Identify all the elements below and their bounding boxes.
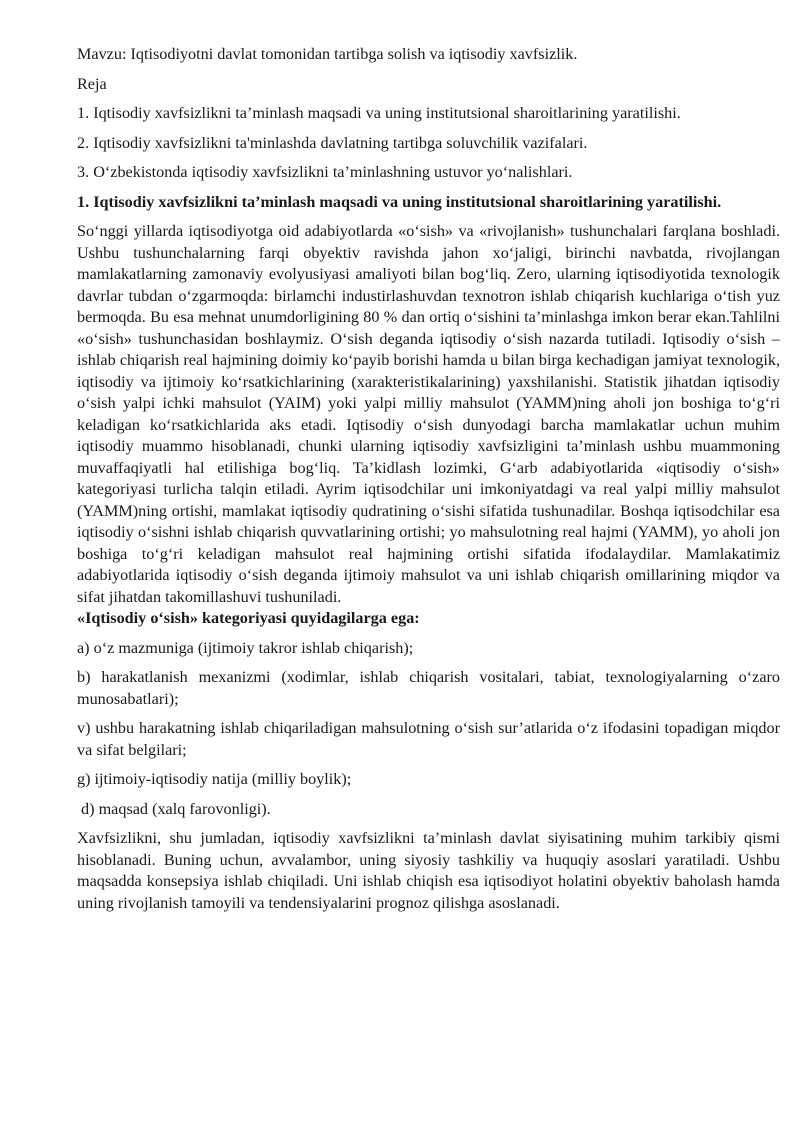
paragraph-growth — [77, 221, 780, 630]
plan-item-3: 3. O‘zbekistonda iqtisodiy xavfsizlikni ta’minlashning ustuvor yo‘nalishlari. — [77, 163, 573, 181]
category-item-d: d) maqsad (xalq farovonligi). — [77, 799, 271, 818]
section-heading: 1. Iqtisodiy xavfsizlikni ta’minlash maqsadi va uning institutsional sharoitlarining yaratilishi. — [77, 192, 722, 211]
paragraph-growth-text: So‘nggi yillarda iqtisodiyotga oid adabiyotlarda «o‘sish» va «rivojlanish» tushunchalari farqlana boshladi. Ushbu tushunchalarning farqi obyektiv ravishda jahon xo‘jaligi, birinchi navbatda, rivojlangan mamlakatlarning zamonaviy evolyusiyasi amaliyoti bilan bog‘liq. Zero, ularning iqtisodiyotida texnologik davrlar tubdan o‘zgarmoqda: birlamchi industirlashuvdan texnotron ishlab chiqarish kuchlariga o‘tish yuz bermoqda. Bu esa mehnat unumdorligining 80 % dan ortiq o‘sishini ta’minlashga imkon berar ekan.Tahlilni «o‘sish» tushunchasidan boshlaymiz. O‘sish deganda iqtisodiy o‘sish nazarda tutiladi. Iqtisodiy o‘sish – ishlab chiqarish real hajmining doimiy ko‘payib borishi hamda u bilan birga kechadigan jamiyat texnologik, iqtisodiy va ijtimoiy ko‘rsatkichlarining (xarakteristikalarining) yaxshilanishi. Statistik jihatdan iqtisodiy o‘sish yalpi ichki mahsulot (YAIM) yoki yalpi milliy mahsulot (YAMM)ning aholi jon boshiga to‘g‘ri keladigan ko‘rsatkichlarida aks etadi. Iqtisodiy o‘sish dunyodagi barcha mamlakatlar uchun muhim iqtisodiy muammo hisoblanadi, chunki ularning iqtisodiy xavfsizligini ta’minlash ushbu muammoning muvaffaqiyatli hal etilishiga bog‘liq. Ta’kidlash lozimki, G‘arb adabiyotlarida «iqtisodiy o‘sish» kategoriyasi turlicha talqin etiladi. Ayrim iqtisodchilar uni imkoniyatdagi va real yalpi milliy mahsulot (YAMM)ning ortishi, mamlakat iqtisodiy qudratining o‘sishi sifatida tushunadilar. Boshqa iqtisodchilar esa iqtisodiy o‘sishni ishlab chiqarish quvvatlarining ortishi; yo mahsulotning real hajmi (YAMM), yo aholi jon boshiga to‘g‘ri keladigan mahsulot real hajmining ortishi sifatida ifodalaydilar. Mamlakatimiz adabiyotlarida iqtisodiy o‘sish deganda ijtimoiy mahsulot va uni ishlab chiqarish omillarining miqdor va sifat jihatdan takomillashuvi tushuniladi. — [77, 222, 780, 606]
categories-intro: «Iqtisodiy o‘sish» kategoriyasi quyidagilarga ega: — [77, 609, 420, 627]
paragraph-security: Xavfsizlikni, shu jumladan, iqtisodiy xavfsizlikni ta’minlash davlat siyisatining muhim tarkibiy qismi hisoblanadi. Buning uchun, avvalambor, uning siyosiy tashkiliy va huquqiy asoslari yaratiladi. Ushbu maqsadda konsepsiya ishlab chiqiladi. Uni ishlab chiqish esa iqtisodiyot holatini obyektiv baholash hamda uning rivojlanish tamoyili va tendensiyalarini prognoz qilishga asoslanadi. — [77, 829, 780, 912]
plan-item-1: 1. Iqtisodiy xavfsizlikni ta’minlash maqsadi va uning institutsional sharoitlarining yaratilishi. — [77, 104, 681, 122]
plan-item-2: 2. Iqtisodiy xavfsizlikni ta'minlashda davlatning tartibga soluvchilik vazifalari. — [77, 133, 588, 152]
document-page — [77, 44, 780, 914]
plan-title: Reja — [77, 74, 107, 93]
category-item-v: v) ushbu harakatning ishlab chiqariladigan mahsulotning o‘sish sur’atlarida o‘z ifodasini topadigan miqdor va sifat belgilari; — [77, 719, 780, 759]
category-item-a: a) o‘z mazmuniga (ijtimoiy takror ishlab chiqarish); — [77, 638, 414, 657]
category-item-g: g) ijtimoiy-iqtisodiy natija (milliy boylik); — [77, 770, 352, 788]
topic-line: Mavzu: Iqtisodiyotni davlat tomonidan tartibga solish va iqtisodiy xavfsizlik. — [77, 45, 578, 63]
category-item-b: b) harakatlanish mexanizmi (xodimlar, ishlab chiqarish vositalari, tabiat, texnologiyalarning o‘zaro munosabatlari); — [77, 668, 780, 708]
